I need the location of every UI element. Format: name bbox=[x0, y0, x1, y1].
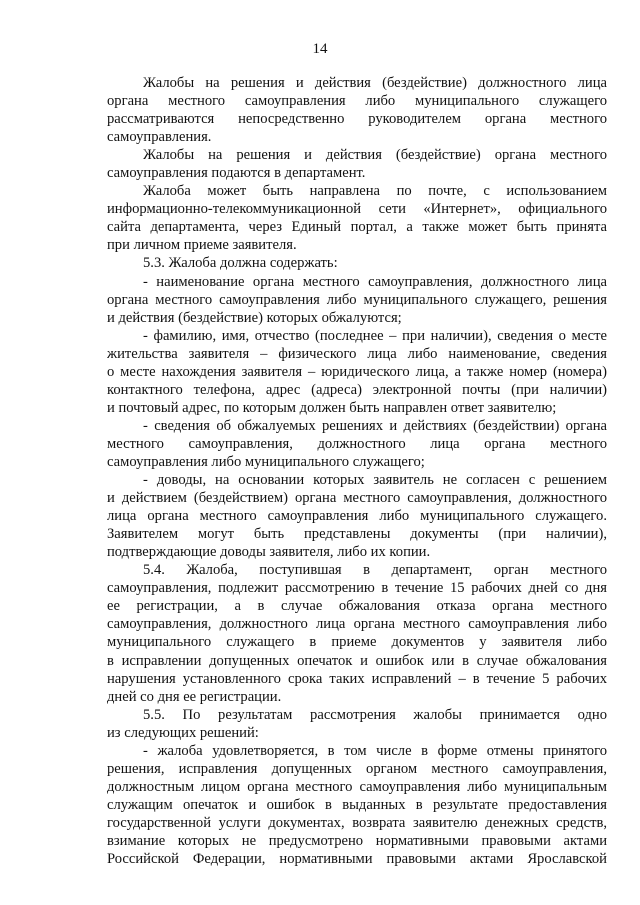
text-line: муниципального служащего в приеме документов у заявителя либо bbox=[107, 634, 607, 651]
text-line: 5.3. Жалоба должна содержать: bbox=[143, 255, 338, 272]
text-line: контактного телефона, адрес (адреса) электронной почты (при наличии) bbox=[107, 381, 607, 398]
text-line: сайта департамента, через Единый портал, а также может быть принята bbox=[107, 219, 607, 236]
text-line: - наименование органа местного самоуправления, должностного лица bbox=[143, 273, 607, 290]
text-line: - фамилию, имя, отчество (последнее – при наличии), сведения о месте bbox=[143, 327, 607, 344]
text-line: решения, исправления допущенных органом местного самоуправления, bbox=[107, 760, 607, 777]
text-line: органа местного самоуправления либо муниципального служащего, решения bbox=[107, 291, 607, 308]
text-line: самоуправления либо муниципального служащего; bbox=[107, 453, 425, 470]
text-line: местного самоуправления, должностного лица органа местного bbox=[107, 435, 607, 452]
text-line: ее регистрации, а в случае обжалования отказа органа местного bbox=[107, 598, 607, 615]
text-line: в исправлении допущенных опечаток и ошибок или в случае обжалования bbox=[107, 652, 607, 669]
page-number: 14 bbox=[312, 41, 328, 57]
document-body bbox=[107, 74, 607, 868]
text-line: при личном приеме заявителя. bbox=[107, 237, 297, 254]
text-line: самоуправления, должностного лица органа местного самоуправления либо bbox=[107, 616, 607, 633]
text-line: Жалобы на решения и действия (бездействие) органа местного bbox=[143, 147, 607, 164]
text-line: дней со дня ее регистрации. bbox=[107, 688, 282, 705]
text-line: служащим опечаток и ошибок в выданных в результате предоставления bbox=[107, 796, 607, 813]
text-line: 5.5. По результатам рассмотрения жалобы принимается одно bbox=[143, 706, 607, 723]
text-line: лица органа местного самоуправления либо муниципального служащего. bbox=[107, 508, 607, 525]
text-line: взимание которых не предусмотрено нормативными правовыми актами bbox=[107, 832, 607, 849]
text-line: самоуправления, подлежит рассмотрению в течение 15 рабочих дней со дня bbox=[107, 580, 607, 597]
text-line: Жалоба может быть направлена по почте, с использованием bbox=[143, 183, 607, 200]
text-line: самоуправления. bbox=[107, 129, 212, 146]
text-line: информационно-телекоммуникационной сети «Интернет», официального bbox=[107, 201, 607, 218]
text-line: и почтовый адрес, по которым должен быть направлен ответ заявителю; bbox=[107, 399, 557, 416]
text-line: самоуправления подаются в департамент. bbox=[107, 165, 366, 182]
text-line: подтверждающие доводы заявителя, либо их копии. bbox=[107, 544, 431, 561]
text-line: из следующих решений: bbox=[107, 724, 259, 741]
text-line: государственной услуги документах, возврата заявителю денежных средств, bbox=[107, 814, 607, 831]
text-line: рассматриваются непосредственно руководителем органа местного bbox=[107, 111, 607, 128]
text-line: о месте нахождения заявителя – юридического лица, а также номер (номера) bbox=[107, 363, 607, 380]
text-line: 5.4. Жалоба, поступившая в департамент, орган местного bbox=[143, 562, 607, 579]
text-line: должностным лицом органа местного самоуправления либо муниципальным bbox=[107, 778, 607, 795]
text-line: - сведения об обжалуемых решениях и действиях (бездействии) органа bbox=[143, 417, 607, 434]
text-line: жительства заявителя – физического лица либо наименование, сведения bbox=[107, 345, 607, 362]
text-line: и действия (бездействие) которых обжалуются; bbox=[107, 309, 402, 326]
text-line: органа местного самоуправления либо муниципального служащего bbox=[107, 93, 607, 110]
text-line: Жалобы на решения и действия (бездействие) должностного лица bbox=[143, 75, 607, 91]
text-line: - жалоба удовлетворяется, в том числе в форме отмены принятого bbox=[143, 742, 607, 759]
text-line: Заявителем могут быть представлены документы (при наличии), bbox=[107, 526, 607, 543]
text-line: нарушения установленного срока таких исправлений – в течение 5 рабочих bbox=[107, 670, 607, 687]
text-line: Российской Федерации, нормативными правовыми актами Ярославской bbox=[107, 851, 607, 868]
text-line: - доводы, на основании которых заявитель не согласен с решением bbox=[143, 472, 607, 489]
text-line: и действием (бездействием) органа местного самоуправления, должностного bbox=[107, 490, 607, 507]
